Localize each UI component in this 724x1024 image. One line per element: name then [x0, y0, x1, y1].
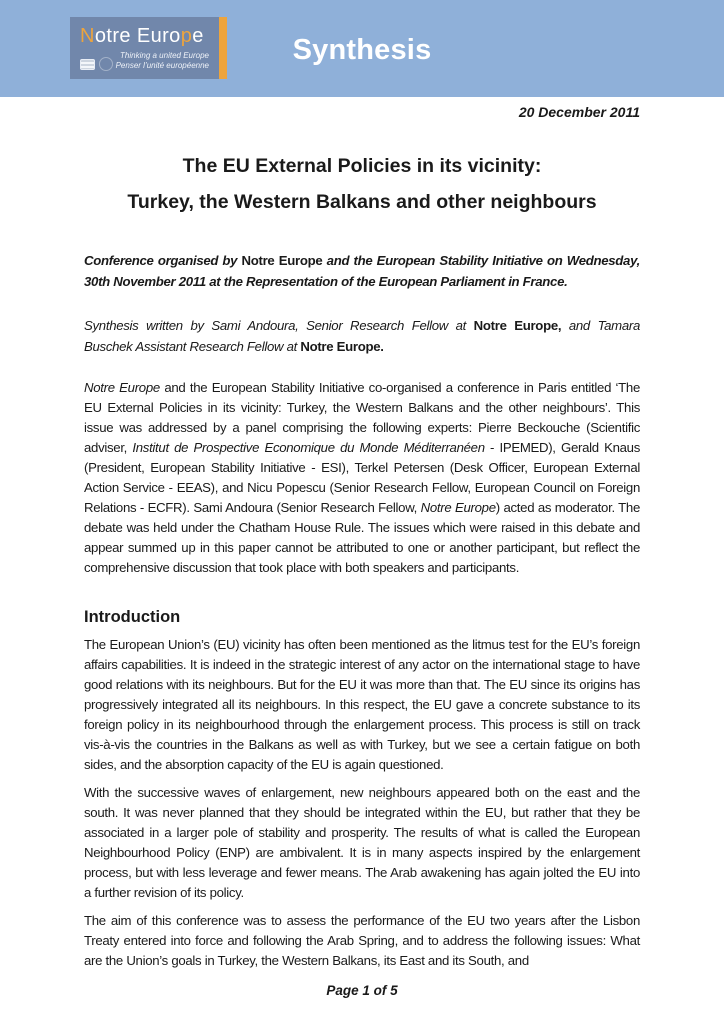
logo-tagline-fr: Penser l’unité européenne — [115, 60, 209, 70]
date-line: 20 December 2011 — [518, 104, 640, 120]
document-content — [0, 104, 724, 998]
opening-paragraph: Notre Europe and the European Stability Initiative co-organised a conference in Paris entitled ‘The EU External Policies in its vicinity: Turkey, the Western Balkans and the other neighbours’. This issue was addressed by a panel comprising the following experts: Pierre Beckouche (Scientific adviser, Institut de Prospective Economique du Monde Méditerranéen - IPEMED), Gerald Knaus (President, European Stability Initiative - ESI), Terkel Petersen (Desk Officer, European External Action Service - EEAS), and Nicu Popescu (Senior Research Fellow, European Council on Foreign Relations - ECFR). Sami Andoura (Senior Research Fellow, Notre Europe) acted as moderator. The debate was held under the Chatham House Rule. The issues which were raised in this debate and appear summed up in this paper cannot be attributed to one or another participant, but reflect the comprehensive discussion that took place with both speakers and participants. — [84, 380, 641, 575]
logo-wordmark: Notre Europe — [80, 25, 204, 47]
introduction-paragraph-3: The aim of this conference was to assess the performance of the EU two years after the Lisbon Treaty entered into force and following the Arab Spring, and to address the following issues: What are the Union’s goals in Turkey, the Western Balkans, its East and its South, and — [84, 913, 640, 968]
logo-accent-bar — [219, 17, 227, 79]
introduction-paragraph-1: The European Union’s (EU) vicinity has often been mentioned as the litmus test for the EU’s foreign affairs capabilities. It is indeed in the strategic interest of any actor on the international stage to have good relations with its neighbours. But for the EU it was more than that. The EU since its origins has progressively integrated all its neighbours. In this respect, the EU gave a concrete substance to its foreign policy in its neighbourhood through the enlargement process. This process is still on track vis-à-vis the countries in the Balkans as well as with Turkey, but we see a certain fatigue on both sides, and the absorption capacity of the EU is again questioned. — [84, 637, 640, 772]
logo-taglines — [113, 51, 209, 70]
document-title-line-1: The EU External Policies in its vicinity: — [182, 155, 542, 177]
logo-tagline-en: Thinking a united Europe — [120, 51, 209, 60]
header-band — [0, 0, 724, 97]
page-number: Page 1 of 5 — [326, 983, 398, 998]
authors-note: Synthesis written by Sami Andoura, Senior Research Fellow at Notre Europe, and Tamara Buschek Assistant Research Fellow at Notre Europe. — [84, 318, 640, 354]
notre-europe-logo — [70, 17, 227, 79]
logo-flag-icon — [80, 59, 95, 70]
conference-note: Conference organised by Notre Europe and the European Stability Initiative on Wednesday, 30th November 2011 at the Representation of the European Parliament in France. — [84, 253, 641, 289]
document-title — [84, 148, 640, 220]
logo-stars-circle-icon — [99, 57, 113, 71]
banner-title: Synthesis — [292, 34, 432, 66]
logo-bottom-row — [80, 51, 209, 70]
document-title-line-2: Turkey, the Western Balkans and other neighbours — [127, 191, 597, 213]
introduction-paragraph-2: With the successive waves of enlargement, new neighbours appeared both on the east and the south. It was never planned that they should be integrated within the EU, but rather that they be associated in a larger pole of stability and prosperity. The results of what is called the European Neighbourhood Policy (ENP) are ambivalent. It is in many aspects inspired by the enlargement process, but with less leverage and fewer means. The Arab awakening has again jolted the EU into a further revision of its policy. — [84, 785, 640, 900]
introduction-heading: Introduction — [84, 608, 181, 626]
